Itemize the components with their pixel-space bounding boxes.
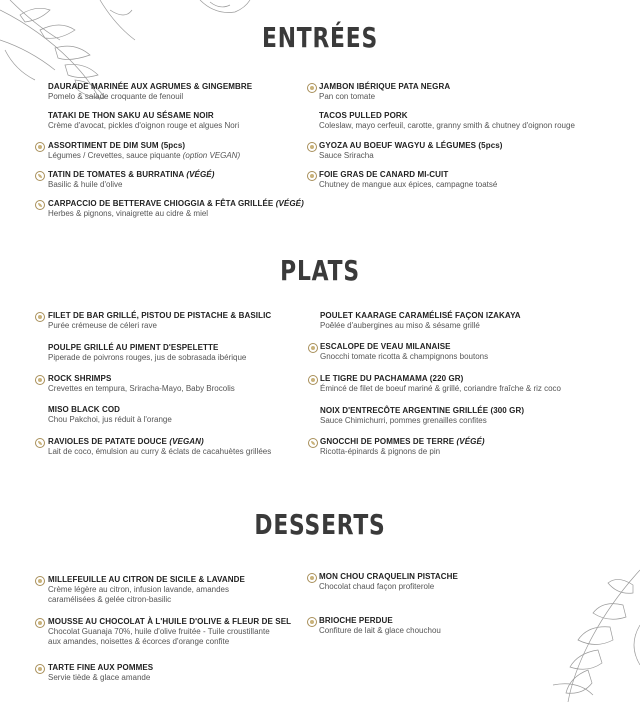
dish-name: TARTE FINE AUX POMMES [48, 663, 154, 672]
dish-description: Pomelo & salade croquante de fenouil [48, 92, 184, 101]
section-title-plats: PLATS [280, 254, 360, 287]
dish-description: Chocolat chaud façon profiterole [319, 582, 435, 591]
dish-name: GNOCCHI DE POMMES DE TERRE (VÉGÉ) [320, 437, 485, 446]
menu-item [319, 82, 609, 102]
dish-name: ESCALOPE DE VEAU MILANAISE [320, 342, 451, 351]
dish-name: TATAKI DE THON SAKU AU SÉSAME NOIR [48, 111, 214, 120]
allergen-icon [35, 618, 45, 628]
dish-name: NOIX D'ENTRECÔTE ARGENTINE GRILLÉE (300 GR) [320, 406, 525, 415]
dish-name: ASSORTIMENT DE DIM SUM (5pcs) [48, 141, 186, 150]
dish-description: Poêlée d'aubergines au miso & sésame grillé [320, 321, 480, 330]
dish-name: MON CHOU CRAQUELIN PISTACHE [319, 572, 458, 581]
allergen-icon [308, 375, 318, 385]
dish-description: Basilic & huile d'olive [48, 180, 123, 189]
dish-description: Émincé de filet de boeuf mariné & grillé, coriandre fraîche & riz coco [320, 384, 562, 393]
dish-description: Chou Pakchoi, jus réduit à l'orange [48, 415, 172, 424]
allergen-icon [307, 142, 317, 152]
allergen-icon [308, 343, 318, 353]
dish-description: Chocolat Guanaja 70%, huile d'olive fruitée - Tuile croustillante [48, 627, 270, 636]
dish-name: LE TIGRE DU PACHAMAMA (220 GR) [320, 374, 464, 383]
menu-item [319, 141, 609, 161]
menu-item [319, 572, 609, 592]
dish-description: Crevettes en tempura, Sriracha-Mayo, Baby Brocolis [48, 384, 235, 393]
allergen-icon [307, 171, 317, 181]
menu-item [320, 406, 610, 426]
allergen-icon [35, 664, 45, 674]
leaf-icon [35, 438, 45, 448]
menu-item [319, 170, 609, 190]
dish-description: Chutney de mangue aux épices, campagne toatsé [319, 180, 498, 189]
dish-description: Coleslaw, mayo cerfeuil, carotte, granny smith & chutney d'oignon rouge [319, 121, 575, 130]
allergen-icon [35, 576, 45, 586]
menu-item [48, 82, 338, 102]
menu-item [48, 170, 338, 190]
menu-item [320, 437, 610, 457]
section-title-desserts: DESSERTS [254, 508, 386, 541]
dish-description: Sauce Chimichurri, pommes grenailles confites [320, 416, 487, 425]
dish-description: Piperade de poivrons rouges, jus de sobrasada ibérique [48, 353, 247, 362]
leaf-icon [35, 200, 45, 210]
leaf-icon [308, 438, 318, 448]
menu-item [48, 617, 338, 647]
menu-item [48, 343, 338, 363]
menu-item [48, 374, 338, 394]
allergen-icon [307, 617, 317, 627]
menu-item [320, 374, 610, 394]
menu-item [48, 141, 338, 161]
dish-name: POULET KAARAGE CARAMÉLISÉ FAÇON IZAKAYA [320, 311, 521, 320]
menu-item [319, 111, 609, 131]
dish-name: CARPACCIO DE BETTERAVE CHIOGGIA & FÊTA GRILLÉE (VÉGÉ) [48, 199, 304, 208]
dish-description-continued: caramélisées & gelée citron-basilic [48, 595, 172, 604]
dish-name: FILET DE BAR GRILLÉ, PISTOU DE PISTACHE & BASILIC [48, 311, 272, 320]
dish-description: Herbes & pignons, vinaigrette au cidre & miel [48, 209, 209, 218]
dish-name: MOUSSE AU CHOCOLAT À L'HUILE D'OLIVE & FLEUR DE SEL [48, 617, 292, 626]
dish-name: ROCK SHRIMPS [48, 374, 112, 383]
menu-item [320, 311, 610, 331]
section-title-entrees: ENTRÉES [262, 21, 378, 54]
menu-item [48, 199, 338, 219]
menu-item [48, 311, 338, 331]
menu-item [48, 437, 338, 457]
leaf-icon [35, 171, 45, 181]
dish-name: DAURADE MARINÉE AUX AGRUMES & GINGEMBRE [48, 82, 253, 91]
menu-item [48, 575, 338, 605]
dish-description-continued: aux amandes, noisettes & écorces d'orange confite [48, 637, 230, 646]
dish-description: Sauce Sriracha [319, 151, 374, 160]
dish-description: Confiture de lait & glace chouchou [319, 626, 441, 635]
dish-description: Lait de coco, émulsion au curry & éclats de cacahuètes grillées [48, 447, 272, 456]
dish-name: POULPE GRILLÉ AU PIMENT D'ESPELETTE [48, 343, 219, 352]
allergen-icon [35, 375, 45, 385]
dish-description: Ricotta-épinards & pignons de pin [320, 447, 441, 456]
dish-description: Purée crémeuse de céleri rave [48, 321, 157, 330]
menu-item [48, 663, 338, 683]
dish-name: BRIOCHE PERDUE [319, 616, 393, 625]
menu-item [320, 342, 610, 362]
dish-name: TACOS PULLED PORK [319, 111, 408, 120]
dish-description: Servie tiède & glace amande [48, 673, 151, 682]
dish-description: Légumes / Crevettes, sauce piquante (option VEGAN) [48, 151, 241, 160]
dish-name: MILLEFEUILLE AU CITRON DE SICILE & LAVANDE [48, 575, 245, 584]
dish-name: JAMBON IBÉRIQUE PATA NEGRA [319, 82, 451, 91]
dish-description: Pan con tomate [319, 92, 376, 101]
menu-item [48, 405, 338, 425]
dish-name: RAVIOLES DE PATATE DOUCE (VEGAN) [48, 437, 204, 446]
allergen-icon [307, 573, 317, 583]
dish-name: MISO BLACK COD [48, 405, 121, 414]
dish-name: FOIE GRAS DE CANARD MI-CUIT [319, 170, 449, 179]
menu-item [48, 111, 338, 131]
allergen-icon [307, 83, 317, 93]
botanical-illustration-top-center [195, 0, 255, 20]
dish-name: GYOZA AU BOEUF WAGYU & LÉGUMES (5pcs) [319, 141, 503, 150]
dish-description: Crème légère au citron, infusion lavande, amandes [48, 585, 229, 594]
allergen-icon [35, 312, 45, 322]
dish-description: Crème d'avocat, pickles d'oignon rouge et algues Nori [48, 121, 240, 130]
menu-item [319, 616, 609, 636]
allergen-icon [35, 142, 45, 152]
dish-name: TATIN DE TOMATES & BURRATINA (VÉGÉ) [48, 170, 215, 179]
dish-description: Gnocchi tomate ricotta & champignons boutons [320, 352, 489, 361]
